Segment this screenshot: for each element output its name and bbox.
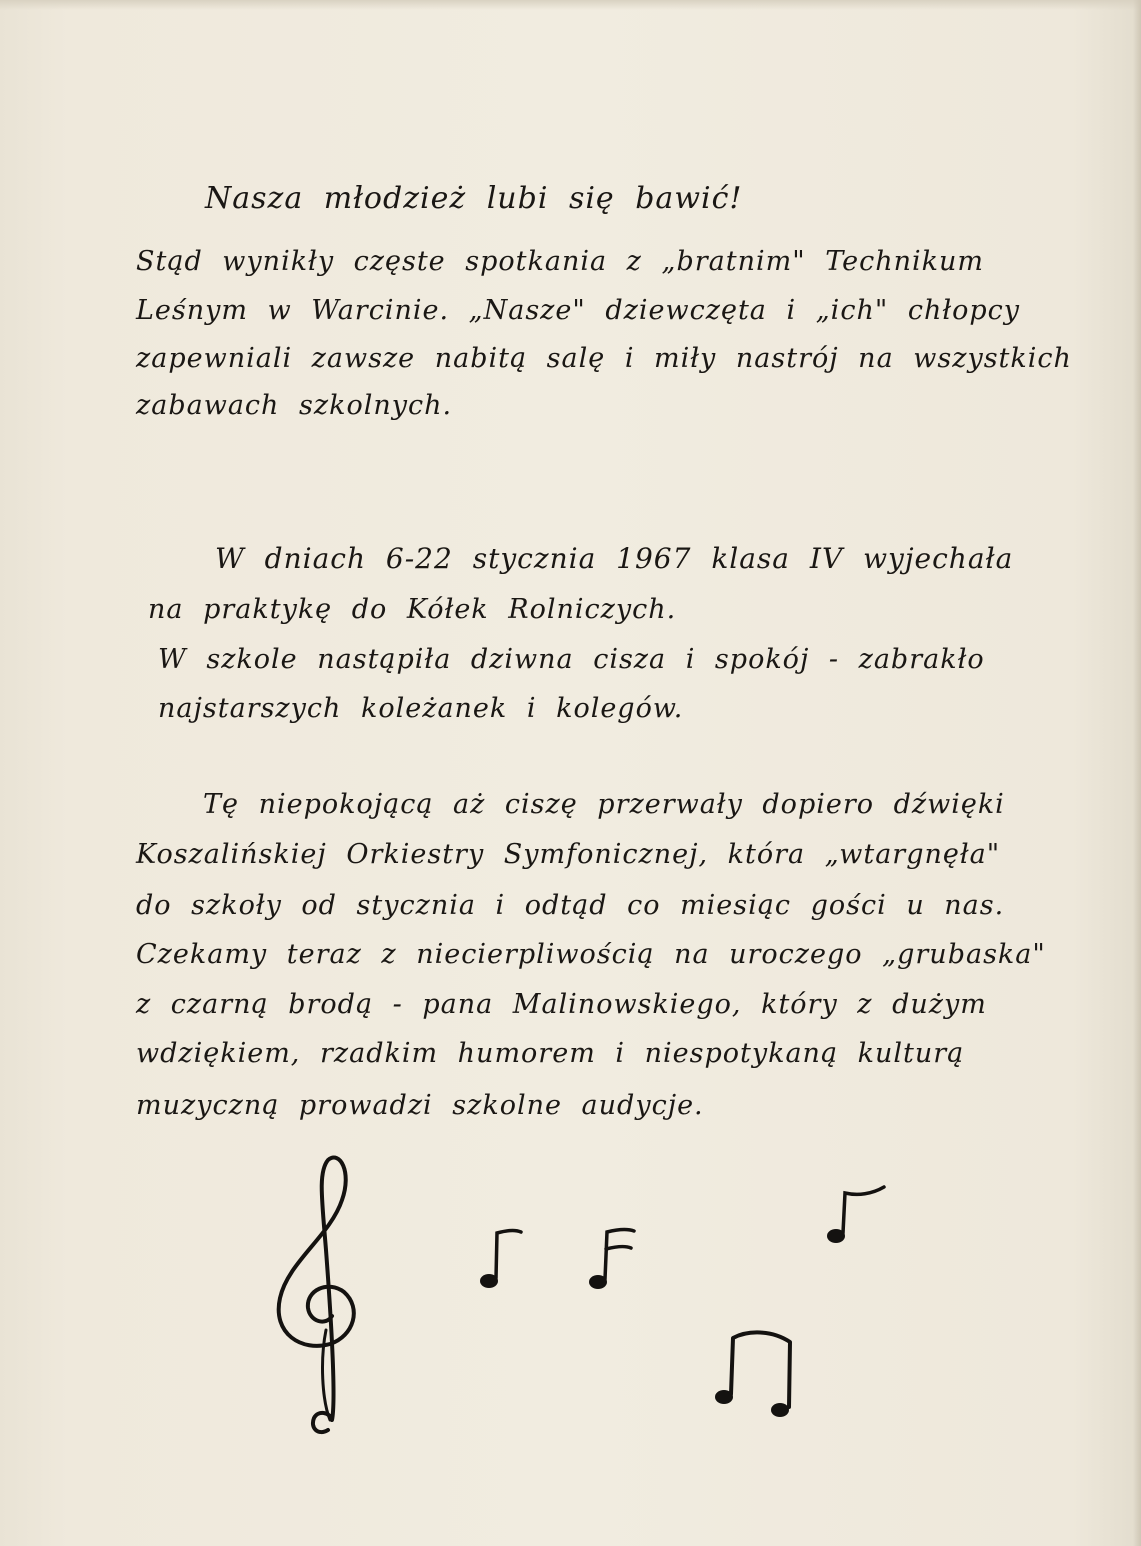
handwritten-line: Nasza młodzież lubi się bawić!: [205, 181, 743, 216]
handwritten-line: muzyczną prowadzi szkolne audycje.: [136, 1090, 704, 1121]
treble-clef-icon: [279, 1158, 354, 1433]
handwritten-line: W dniach 6-22 stycznia 1967 klasa IV wyjechała: [215, 542, 1014, 575]
handwritten-line: do szkoły od stycznia i odtąd co miesiąc gości u nas.: [136, 890, 1005, 921]
handwritten-line: Stąd wynikły częste spotkania z „bratnim" Technikum: [136, 246, 984, 277]
handwritten-line: wdziękiem, rzadkim humorem i niespotykaną kulturą: [136, 1038, 965, 1069]
handwritten-line: Koszalińskiej Orkiestry Symfonicznej, która „wtargnęła": [136, 839, 1001, 870]
eighth-note-icon: [480, 1230, 521, 1288]
handwritten-line: Czekamy teraz z niecierpliwością na uroczego „grubaska": [136, 939, 1046, 970]
sixteenth-note-icon: [589, 1229, 634, 1289]
handwritten-line: zapewniali zawsze nabitą salę i miły nastrój na wszystkich: [136, 343, 1072, 374]
handwritten-line: zabawach szkolnych.: [136, 390, 453, 421]
handwritten-line: Leśnym w Warcinie. „Nasze" dziewczęta i „ich" chłopcy: [136, 295, 1021, 326]
handwritten-line: Tę niepokojącą aż ciszę przerwały dopiero dźwięki: [203, 789, 1005, 820]
handwritten-line: z czarną brodą - pana Malinowskiego, który z dużym: [136, 989, 987, 1020]
handwritten-line: W szkole nastąpiła dziwna cisza i spokój - zabrakło: [158, 644, 985, 675]
eighth-note-icon: [827, 1187, 884, 1243]
handwritten-line: na praktykę do Kółek Rolniczych.: [148, 594, 677, 625]
beamed-eighth-notes-icon: [715, 1332, 790, 1417]
handwritten-line: najstarszych koleżanek i kolegów.: [158, 693, 684, 724]
